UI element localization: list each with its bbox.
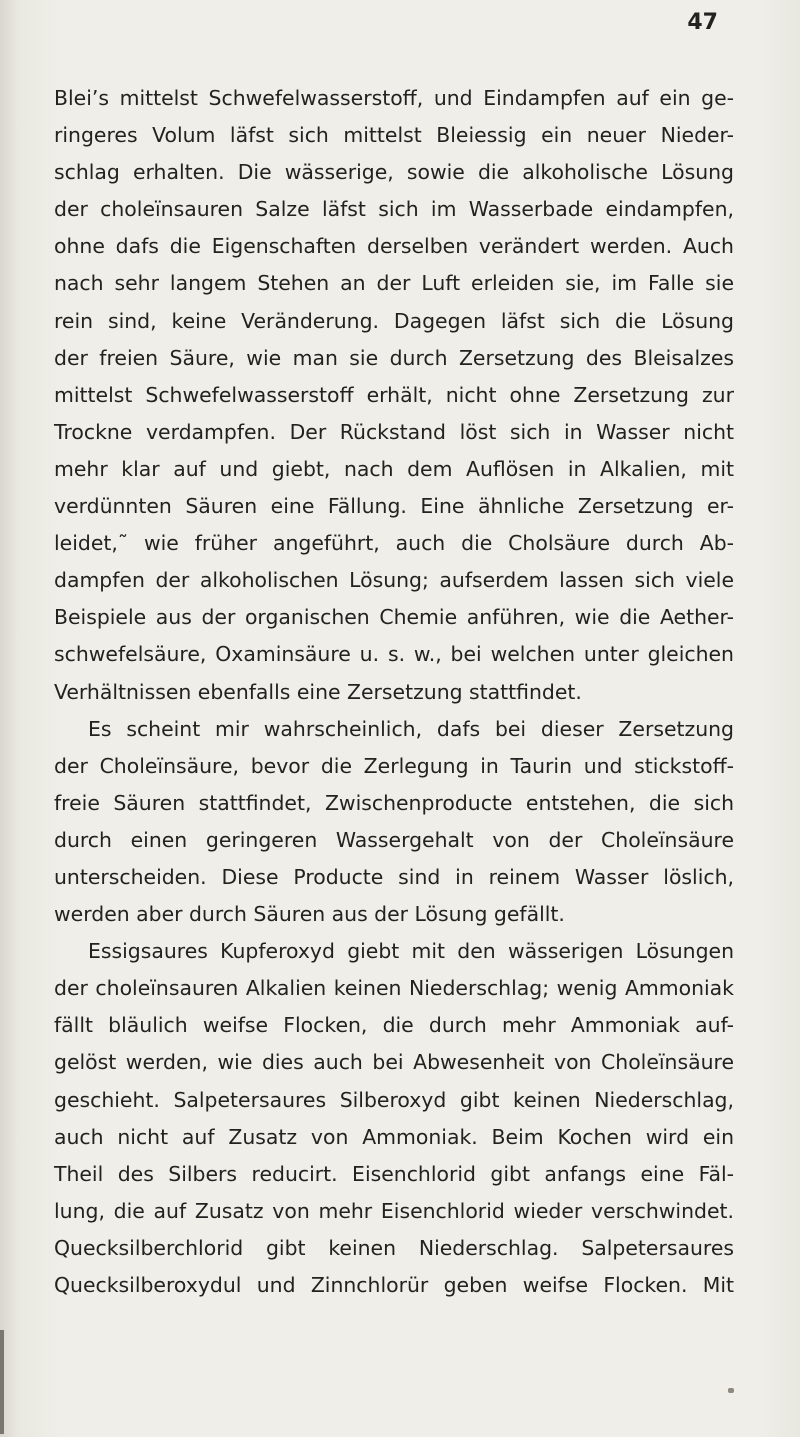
text-line: der freien Säure, wie man sie durch Zersetzung des Bleisalzes: [54, 345, 734, 370]
text-line: Trockne verdampfen. Der Rückstand löst sich in Wasser nicht: [54, 419, 734, 444]
text-line: Theil des Silbers reducirt. Eisenchlorid gibt anfangs eine Fäl-: [54, 1161, 734, 1186]
text-line: geschieht. Salpetersaures Silberoxyd gibt keinen Niederschlag,: [54, 1087, 734, 1112]
text-line: mittelst Schwefelwasserstoff erhält, nicht ohne Zersetzung zur: [54, 382, 734, 407]
text-line: verdünnten Säuren eine Fällung. Eine ähnliche Zersetzung er-: [54, 494, 734, 519]
page-number: 47: [687, 10, 718, 35]
text-line: schwefelsäure, Oxaminsäure u. s. w., bei welchen unter gleichen: [54, 642, 734, 667]
text-line: Blei’s mittelst Schwefelwasserstoff, und Eindampfen auf ein ge-: [54, 86, 734, 110]
text-line: unterscheiden. Diese Producte sind in reinem Wasser löslich,: [54, 864, 734, 889]
paragraph-end-line: werden aber durch Säuren aus der Lösung gefällt.: [54, 902, 565, 927]
text-line: Beispiele aus der organischen Chemie anführen, wie die Aether-: [54, 605, 734, 630]
text-line: der choleïnsauren Salze läfst sich im Wasserbade eindampfen,: [54, 197, 734, 222]
paragraph-end-line: Verhältnissen ebenfalls eine Zersetzung stattfindet.: [54, 679, 582, 704]
text-line: mehr klar auf und giebt, nach dem Auflösen in Alkalien, mit: [54, 456, 734, 481]
ink-smudge: [728, 1388, 734, 1393]
text-line: ohne dafs die Eigenschaften derselben verändert werden. Auch: [54, 234, 734, 259]
text-line: rein sind, keine Veränderung. Dagegen läfst sich die Lösung: [54, 308, 734, 333]
text-line: freie Säuren stattfindet, Zwischenproducte entstehen, die sich: [54, 790, 734, 815]
body-text: [54, 80, 734, 1304]
text-line: der choleïnsauren Alkalien keinen Niederschlag; wenig Ammoniak: [54, 976, 734, 1001]
text-line: fällt bläulich weifse Flocken, die durch mehr Ammoniak auf-: [54, 1013, 734, 1038]
text-line: lung, die auf Zusatz von mehr Eisenchlorid wieder verschwindet.: [54, 1198, 734, 1223]
text-line: ringeres Volum läfst sich mittelst Bleiessig ein neuer Nieder-: [54, 123, 734, 148]
paragraph-start-line: Essigsaures Kupferoxyd giebt mit den wässerigen Lösungen: [88, 939, 734, 964]
text-line: nach sehr langem Stehen an der Luft erleiden sie, im Falle sie: [54, 271, 734, 296]
text-line: leidet,˜ wie früher angeführt, auch die Cholsäure durch Ab-: [54, 531, 734, 556]
text-line: Quecksilberoxydul und Zinnchlorür geben weifse Flocken. Mit: [54, 1273, 734, 1297]
text-line: der Choleïnsäure, bevor die Zerlegung in Taurin und stickstoff-: [54, 753, 734, 778]
gutter-shadow: [0, 1330, 4, 1434]
text-line: durch einen geringeren Wassergehalt von der Choleïnsäure: [54, 827, 734, 852]
text-line: dampfen der alkoholischen Lösung; aufserdem lassen sich viele: [54, 568, 734, 593]
text-line: Quecksilberchlorid gibt keinen Niederschlag. Salpetersaures: [54, 1235, 734, 1260]
paragraph-start-line: Es scheint mir wahrscheinlich, dafs bei dieser Zersetzung: [88, 716, 734, 741]
text-line: auch nicht auf Zusatz von Ammoniak. Beim Kochen wird ein: [54, 1124, 734, 1149]
text-line: gelöst werden, wie dies auch bei Abwesenheit von Choleïnsäure: [54, 1050, 734, 1075]
text-line: schlag erhalten. Die wässerige, sowie die alkoholische Lösung: [54, 160, 734, 185]
